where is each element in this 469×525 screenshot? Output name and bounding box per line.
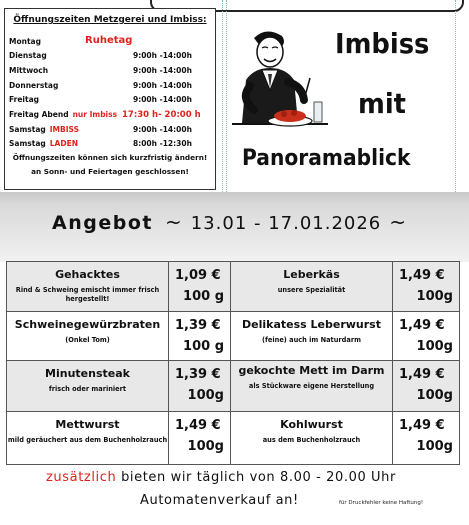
- product-weight: 100g: [416, 439, 453, 454]
- hours-day-label: Samstag: [9, 125, 46, 134]
- product-cell: [231, 412, 393, 465]
- opening-hours-title: Öffnungszeiten Metzgerei und Imbiss:: [13, 15, 207, 25]
- price-cell: [169, 412, 231, 465]
- product-weight: 100g: [187, 439, 224, 454]
- opening-hours-box: [4, 8, 216, 190]
- hours-day: [9, 125, 79, 134]
- hours-day-label: Freitag Abend: [9, 110, 69, 119]
- product-price: 1,39 €: [175, 367, 221, 382]
- hours-day: [9, 139, 78, 148]
- offer-tilde: ~: [389, 210, 408, 234]
- product-price: 1,49 €: [399, 268, 445, 283]
- title-mit: mit: [358, 87, 406, 120]
- product-name: Leberkäs: [283, 268, 340, 281]
- hours-row: [9, 95, 211, 109]
- hours-row: [9, 66, 211, 80]
- product-name: Schweinegewürzbraten: [14, 318, 161, 331]
- offer-tilde: ~: [164, 210, 183, 234]
- hours-time: 9:00h -14:00h: [133, 66, 192, 75]
- hours-row: [9, 37, 211, 51]
- table-row: [7, 412, 460, 465]
- footer-line-2: Automatenverkauf an!: [140, 493, 299, 508]
- product-description: unsere Spezialität: [277, 286, 346, 294]
- hours-footer-note: Öffnungszeiten können sich kurzfristig ändern!: [12, 153, 208, 162]
- hours-day-label: Samstag: [9, 139, 46, 148]
- table-row: [7, 361, 460, 412]
- product-cell: [7, 412, 169, 465]
- disclaimer: für Druckfehler keine Haftung!: [339, 500, 424, 506]
- footer-line-1-text: bieten wir täglich von 8.00 - 20.00 Uhr: [121, 470, 396, 485]
- product-price: 1,09 €: [175, 268, 221, 283]
- hours-note: IMBISS: [49, 125, 79, 134]
- price-cell: [169, 262, 231, 312]
- guide-line: [222, 0, 223, 200]
- product-cell: [7, 361, 169, 412]
- product-price: 1,49 €: [399, 367, 445, 382]
- table-row: [7, 312, 460, 361]
- product-description: aus dem Buchenholzrauch: [262, 436, 361, 444]
- product-table: [6, 261, 460, 465]
- hours-day: Freitag: [9, 95, 40, 104]
- product-price: 1,49 €: [175, 418, 221, 433]
- offer-heading: [52, 210, 407, 234]
- offer-label: Angebot: [52, 212, 153, 234]
- product-cell: [231, 361, 393, 412]
- product-weight: 100 g: [183, 289, 224, 304]
- product-name: Kohlwurst: [280, 418, 343, 431]
- hours-day: Mittwoch: [9, 66, 49, 75]
- hours-row: [9, 51, 211, 65]
- footer-line-1: [46, 470, 396, 485]
- footer-extra-word: zusätzlich: [46, 470, 117, 485]
- hours-day: Montag: [9, 37, 41, 46]
- price-cell: [393, 262, 460, 312]
- hours-time: 9:00h -14:00h: [133, 81, 192, 90]
- guide-line: [455, 0, 456, 200]
- man-eating-illustration: [232, 28, 328, 138]
- price-cell: [393, 361, 460, 412]
- hours-day: Dienstag: [9, 51, 47, 60]
- product-weight: 100g: [416, 289, 453, 304]
- product-description: frisch oder mariniert: [48, 385, 127, 393]
- hours-footer-closed: an Sonn- und Feiertagen geschlossen!: [31, 167, 189, 176]
- product-name: Gehacktes: [55, 268, 120, 281]
- product-cell: [7, 262, 169, 312]
- product-name: gekochte Mett im Darm: [238, 364, 385, 377]
- hours-note: nur Imbiss: [72, 110, 118, 119]
- product-name: Delikatess Leberwurst: [242, 318, 381, 331]
- hours-day: [9, 110, 117, 119]
- closed-day-label: Ruhetag: [85, 35, 133, 46]
- price-cell: [393, 312, 460, 361]
- hours-time: 9:00h -14:00h: [133, 95, 192, 104]
- hours-time: 17:30 h- 20:00 h: [122, 110, 201, 120]
- product-description: (Onkel Tom): [65, 336, 110, 344]
- hours-row: [9, 139, 211, 153]
- product-price: 1,39 €: [175, 318, 221, 333]
- title-panoramablick: Panoramablick: [242, 146, 411, 171]
- product-price: 1,49 €: [399, 318, 445, 333]
- offer-dates: 13.01 - 17.01.2026: [190, 213, 382, 234]
- hours-time: 8:00h -12:30h: [133, 139, 192, 148]
- product-weight: 100g: [416, 339, 453, 354]
- hours-row: [9, 110, 211, 124]
- hours-row: [9, 81, 211, 95]
- table-row: [7, 262, 460, 312]
- guide-line: [226, 0, 227, 200]
- hours-time: 9:00h -14:00h: [133, 125, 192, 134]
- product-cell: [231, 312, 393, 361]
- hours-time: 9:00h -14:00h: [133, 51, 192, 60]
- product-weight: 100g: [187, 388, 224, 403]
- hours-day: Donnerstag: [9, 81, 59, 90]
- hours-note: LADEN: [49, 139, 78, 148]
- price-cell: [393, 412, 460, 465]
- price-cell: [169, 312, 231, 361]
- product-weight: 100g: [416, 388, 453, 403]
- hours-row: [9, 125, 211, 139]
- price-cell: [169, 361, 231, 412]
- product-name: Mettwurst: [55, 418, 120, 431]
- title-imbiss: Imbiss: [335, 27, 430, 60]
- product-description: mild geräuchert aus dem Buchenholzrauch: [7, 436, 168, 444]
- product-description: als Stückware eigene Herstellung: [248, 382, 375, 390]
- product-name: Minutensteak: [45, 367, 130, 380]
- product-description: Rind & Schweing emischt immer frisch hergestellt!: [15, 286, 160, 303]
- product-cell: [7, 312, 169, 361]
- product-price: 1,49 €: [399, 418, 445, 433]
- product-weight: 100 g: [183, 339, 224, 354]
- product-description: (feine) auch im Naturdarm: [262, 336, 361, 344]
- product-cell: [231, 262, 393, 312]
